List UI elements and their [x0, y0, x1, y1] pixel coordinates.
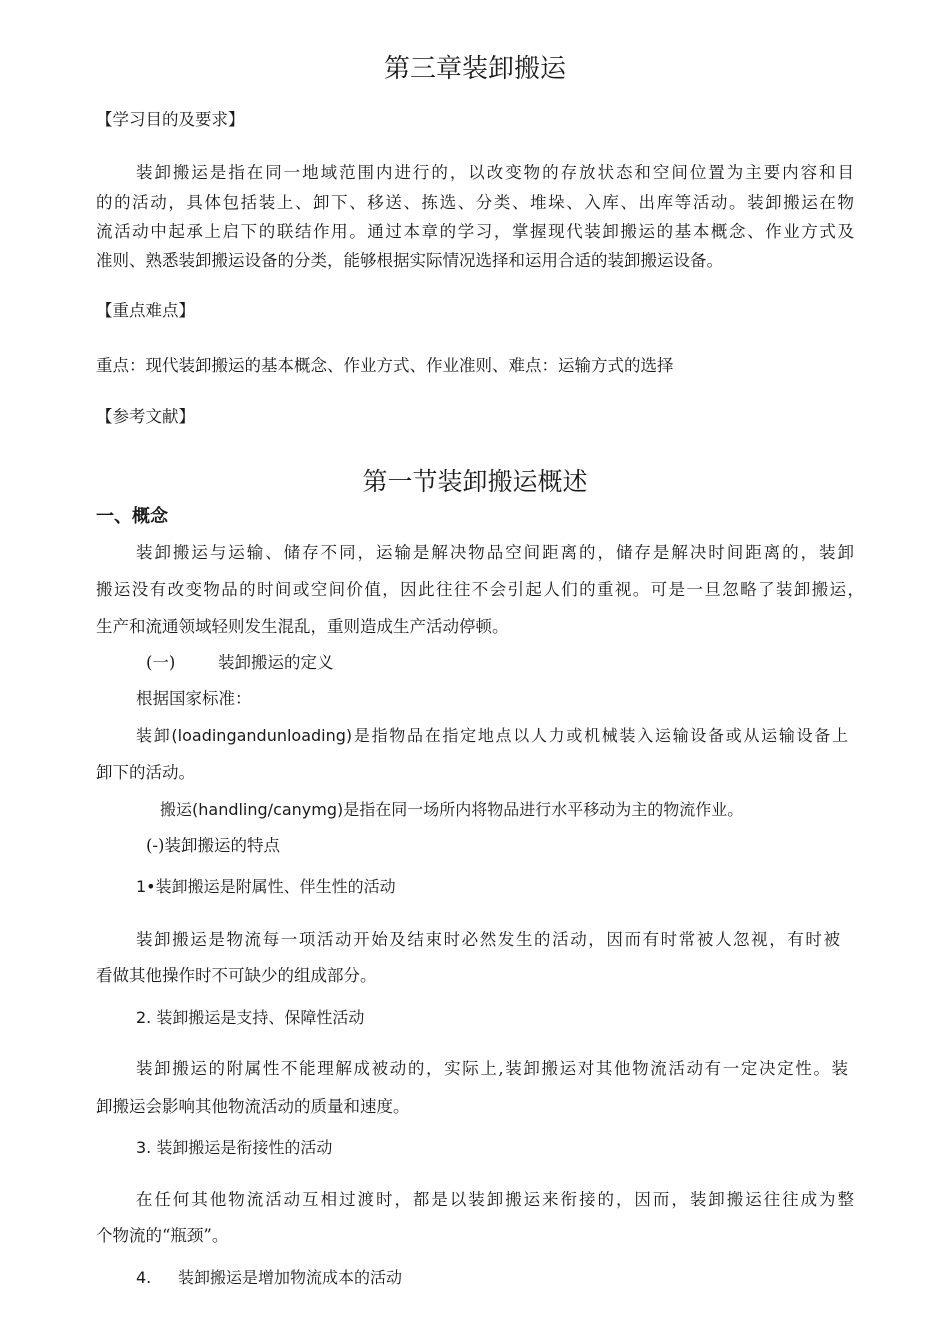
feature-1-title: 1•装卸搬运是附属性、伴生性的活动: [136, 877, 396, 896]
loading-definition-line-2: 卸下的活动。: [96, 763, 195, 782]
feature-4-number: 4.: [136, 1268, 152, 1287]
features-title: (-)装卸搬运的特点: [146, 836, 280, 855]
feature-3-title: 3. 装卸搬运是衔接性的活动: [136, 1138, 333, 1157]
objectives-line-3: 流活动中起承上启下的联结作用。通过本章的学习，掌握现代装卸搬运的基本概念、作业方式及: [96, 222, 854, 241]
intro-line-1: 装卸搬运与运输、储存不同，运输是解决物品空间距离的，储存是解决时间距离的，装卸: [136, 543, 854, 562]
objectives-line-2: 的的活动，具体包括装上、卸下、移送、拣选、分类、堆垛、入库、出库等活动。装卸搬运在物: [96, 193, 854, 212]
feature-2-title: 2. 装卸搬运是支持、保障性活动: [136, 1008, 365, 1027]
intro-line-3: 生产和流通领域轻则发生混乱，重则造成生产活动停顿。: [96, 617, 509, 636]
key-points-text: 重点：现代装卸搬运的基本概念、作业方式、作业准则、难点：运输方式的选择: [96, 356, 674, 375]
definition-title: 装卸搬运的定义: [218, 653, 334, 672]
feature-3-line-2: 个物流的“瓶颈”。: [96, 1226, 229, 1245]
feature-1-line-1: 装卸搬运是物流每一项活动开始及结束时必然发生的活动，因而有时常被人忽视，有时被: [136, 930, 840, 949]
standard-label: 根据国家标准：: [136, 689, 252, 708]
loading-definition-line-1: 装卸(loadingandunloading)是指物品在指定地点以人力或机械装入运输设备或从运输设备上: [136, 726, 848, 745]
handling-definition: 搬运(handling/canymg)是指在同一场所内将物品进行水平移动为主的物流作业。: [160, 800, 744, 819]
feature-1-line-2: 看做其他操作时不可缺少的组成部分。: [96, 966, 377, 985]
objectives-line-4: 准则、熟悉装卸搬运设备的分类，能够根据实际情况选择和运用合适的装卸搬运设备。: [96, 251, 723, 270]
definition-number: (一): [146, 653, 176, 672]
chapter-title: 第三章装卸搬运: [383, 54, 566, 84]
feature-3-line-1: 在任何其他物流活动互相过渡时，都是以装卸搬运来衔接的，因而，装卸搬运往往成为整: [136, 1190, 854, 1209]
references-heading: 【参考文献】: [96, 407, 195, 426]
section-title: 第一节装卸搬运概述: [362, 467, 588, 496]
feature-2-line-1: 装卸搬运的附属性不能理解成被动的，实际上,装卸搬运对其他物流活动有一定决定性。装: [136, 1059, 848, 1078]
objectives-line-1: 装卸搬运是指在同一地域范围内进行的，以改变物的存放状态和空间位置为主要内容和目: [136, 163, 854, 182]
feature-2-line-2: 卸搬运会影响其他物流活动的质量和速度。: [96, 1097, 410, 1116]
key-points-heading: 【重点难点】: [96, 301, 195, 320]
intro-line-2: 搬运没有改变物品的时间或空间价值，因此往往不会引起人们的重视。可是一旦忽略了装卸搬运，: [96, 580, 864, 599]
section-subheading: 一、概念: [96, 506, 168, 527]
objectives-heading: 【学习目的及要求】: [96, 110, 245, 129]
feature-4-title: 装卸搬运是增加物流成本的活动: [178, 1268, 403, 1287]
